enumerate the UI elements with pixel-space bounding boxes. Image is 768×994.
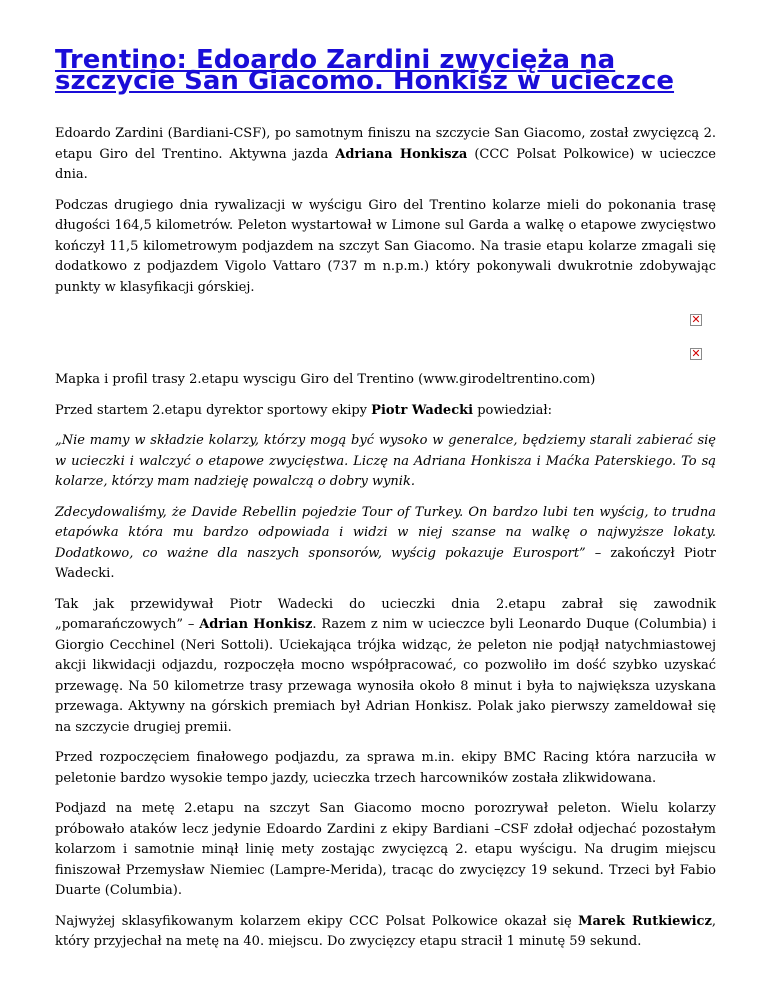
paragraph-catch: Przed rozpoczęciem finałowego podjazdu, za sprawa m.in. ekipy BMC Racing która narzuciła w peletonie bardzo wysokie tempo jazdy, ucieczka trzech harcowników została zlikwidowana. [55,750,716,786]
lead-paragraph [55,124,716,186]
article-title-link[interactable]: Trentino: Edoardo Zardini zwycięża na szczycie San Giacomo. Honkisz w ucieczce [55,45,675,96]
director-name: Piotr Wadecki [371,402,474,418]
image-caption: Mapka i profil trasy 2.etapu wyscigu Giro del Trentino (www.girodeltrentino.com) [55,372,596,387]
paragraph-finish: Podjazd na metę 2.etapu na szczyt San Giacomo mocno porozrywał peleton. Wielu kolarzy próbowało ataków lecz jedynie Edoardo Zardini z ekipy Bardiani –CSF zdołał odjechać pozostałym kolarzom i samotnie minął linię mety zostając zwycięzcą 2. etapu wyścigu. Na drugim miejscu finiszował Przemysław Niemiec (Lampre-Merida), tracąc do zwycięzcy 19 sekund. Trzeci był Fabio Duarte (Columbia). [55,801,716,898]
rider-name-adrian-honkisz: Adrian Honkisz [199,617,313,632]
quote-paragraph-2 [55,503,716,585]
quote-text-1: „Nie mamy w składzie kolarzy, którzy mogą być wysoko w generalce, będziemy starali zabierać się w ucieczki i walczyć o etapowe zwycięstwa. Liczę na Adriana Honkisza i Maćka Paterskiego. To są kolarze, którzy mam nadzieję powalczą o dobry wynik. [55,433,716,489]
rider-name-rutkiewicz: Marek Rutkiewicz [578,913,712,929]
quote-attribution: – zakończył Piotr Wadecki. [55,545,716,581]
breakaway-text: Tak jak przewidywał Piotr Wadecki do ucieczki dnia 2.etapu zabrał się zawodnik „pomarańczowych” – [55,596,716,632]
broken-image-icon: ✕ [691,313,701,326]
lead-text: Edoardo Zardini (Bardiani-CSF), po samotnym finiszu na szczycie San Giacomo, został zwycięzcą 2. etapu Giro del Trentino. Aktywna jazda [55,126,716,162]
rider-name-honkisz: Adriana Honkisza [335,146,468,162]
director-intro-end: powiedział: [473,402,552,418]
quote-text-2: Zdecydowaliśmy, że Davide Rebellin pojedzie Tour of Turkey. On bardzo lubi ten wyścig, to trudna etapówka która mu bardzo odpowiada i widzi w niej szanse na walkę o najwyższe lokaty. Dodatkowo, co ważne dla naszych sponsorów, wyścig pokazuje Eurosport” [55,504,716,561]
article [55,0,716,953]
director-intro-text: Przed startem 2.etapu dyrektor sportowy ekipy [55,402,372,418]
broken-image-icon: ✕ [691,347,701,360]
route-images [55,314,716,370]
lead-text-end: (CCC Polsat Polkowice) w ucieczce dnia. [55,146,717,182]
paragraph-director-intro [55,401,716,422]
breakaway-text-end: . Razem z nim w ucieczce byli Leonardo Duque (Columbia) i Giorgio Cecchinel (Neri Sottoli). Uciekająca trójka widząc, że peleton nie podjął natychmiastowej akcji likwidacji odjazdu, rozpoczęła mocno współpracować, co pozwoliło im dość szybko uzyskać przewagę. Na 50 kilometrze trasy przewaga wynosiła około 8 minut i była to największa uzyskana przewaga. Aktywny na górskich premiach był Adrian Honkisz. Polak jako pierwszy zameldował się na szczycie drugiej premii. [55,617,716,735]
quote-paragraph-1 [55,431,716,493]
paragraph-team-result [55,912,716,953]
paragraph-breakaway [55,595,716,739]
team-result-text: Najwyżej sklasyfikowanym kolarzem ekipy CCC Polsat Polkowice okazał się [55,913,579,929]
paragraph-stage-description: Podczas drugiego dnia rywalizacji w wyścigu Giro del Trentino kolarze mieli do pokonania trasę długości 164,5 kilometrów. Peleton wystartował w Limone sul Garda a walkę o etapowe zwycięstwo kończył 11,5 kilometrowym podjazdem na szczyt San Giacomo. Na trasie etapu kolarze zmagali się dodatkowo z podjazdem Vigolo Vattaro (737 m n.p.m.) który pokonywali dwukrotnie zdobywając punkty w klasyfikacji górskiej. [55,197,716,295]
team-result-end: , który przyjechał na metę na 40. miejscu. Do zwycięzcy etapu stracił 1 minutę 59 sekund. [55,913,716,949]
